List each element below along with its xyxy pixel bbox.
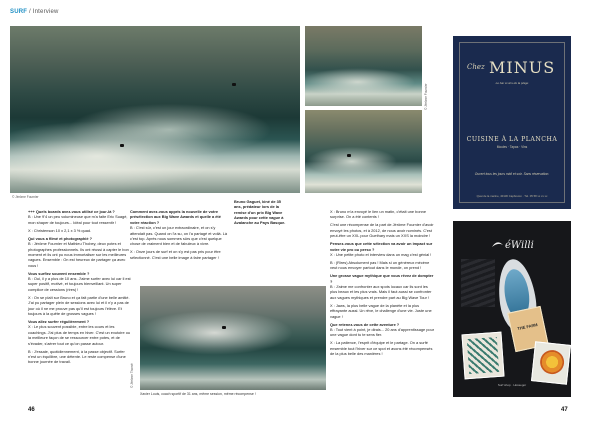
ad-hours: Ouvert tous les jours midi et soir. Sans réservation. (474, 172, 550, 176)
interview-question: Vous surfiez souvent ensemble ? (28, 270, 90, 276)
interview-question: +++ Quels boards avez-vous utilisé ce jour-là ? (28, 209, 115, 214)
interview-paragraph (330, 209, 435, 220)
interview-answer: X : Le plus souvent possible, entre les cours et les coachings. J'ai plus de temps en hiver. C'est un exutoire ou la meilleure façon de se ressourcer entre potes, et de s'évader, s'aérer tout ce qu'on passe autour. (28, 324, 131, 346)
interview-answer: B : Jérôme Fournier et Mathieu Thobey, deux potes et photographes professionnels. Ils ont réussi à capter le bon moment et ils ont pu nous immortaliser sur les meilleures vagues. Ensemble : On est heureux de partager ça avec vous ! (28, 241, 129, 268)
page-number-right: 47 (561, 407, 568, 413)
right-photo-credit: © Jérôme Fournier (424, 83, 428, 110)
interview-answer: B : C'est sûr, c'est un jour extraordinaire, et on s'y attendait pas. Quand on l'a su, on l'a partagé et voilà. Là c'est top. Après nous sommes sûrs que c'est quelque chose de vraiment bien et de fabuleux à vivre. (130, 225, 228, 247)
section-name: SURF (10, 9, 28, 15)
ad-subline: Moules · Tapas · Vins (496, 145, 528, 149)
ad-fabric-swatch (461, 259, 495, 307)
page-number-left: 46 (28, 407, 35, 413)
ad-chez: Chez (467, 63, 485, 71)
surfer-figure (222, 326, 226, 329)
interview-answer: X : Onze jours de surf et on s'y est pas pris pour être sélectionné. C'est une belle image à faire partager ! (130, 249, 221, 260)
interview-answer: B : Une 9'4 un peu volumineuse que m'a faite Eric Suagé, mon shaper de toujours... Idéal pour tout ressentir ! (28, 214, 128, 225)
interview-paragraph (330, 222, 435, 238)
interview-paragraph (130, 209, 230, 247)
interview-paragraph (330, 303, 435, 319)
mid-photo-credit: © Jérôme Thomé (130, 363, 134, 388)
photo-caption-box: Bruno Gaguet, kiné de 35 ans, prédateur lors de la remise d'un prix Big Wave Awards pour cette vague à Avalanche au Pays Basque. (234, 199, 286, 226)
interview-answer: X : Christenson 10 x 2,1 x 3 % quad. (28, 227, 92, 233)
interview-paragraph (28, 209, 131, 225)
ad-headline: CUISINE À LA PLANCHA (466, 136, 558, 143)
interview-paragraph (330, 273, 435, 300)
main-photo-credit: © Jérôme Fournier (12, 195, 39, 199)
interview-answer: X : Une petite photo et interview dans un mag c'est génial ! (330, 251, 432, 257)
interview-paragraph (28, 295, 131, 317)
surfer-figure (347, 154, 351, 157)
mid-wave-photo (140, 286, 326, 390)
interview-question: Que retenez-vous de cette aventure ? (330, 321, 400, 327)
interview-question: Qui vous a filmé et photographié ? (28, 235, 92, 241)
interview-question: Vous allez surfer régulièrement ? (28, 319, 90, 324)
sun-icon (539, 349, 565, 375)
section-tag (10, 9, 59, 15)
surfer-figure (120, 144, 124, 147)
interview-question: Une grosse vague mythique que vous rêvez de dompter ? (330, 273, 434, 284)
interview-answer: B : Oui, il y a plus de 10 ans. J'aime surfer avec lui car il est super positif, motivé, et toujours bienveillant. Un super complice de cessions (rires) ! (28, 276, 131, 292)
interview-paragraph (330, 322, 435, 338)
interview-paragraph (130, 249, 230, 260)
interview-answer: X : On se plaît sur Bruno et ça fait partie d'une belle amitié. J'ai pu partager plein de sessions avec lui et il n'y a pas de jour où il ne me prouve pas qu'il est toujours l'élève. Et toujours à la quête de grosses vagues ! (28, 294, 130, 317)
surfer-figure (232, 83, 236, 86)
ewilli-logo-icon (492, 241, 503, 249)
interview-answer: B : Tout vient à point, je dirais... 20 ans d'apprentissage pour une vague dont tu te sens fier. (330, 326, 435, 338)
interview-paragraph (28, 271, 131, 293)
ad-ewilli-brand: éWilli (505, 240, 534, 251)
ad-tagline: Le bar à vins de la plage (495, 81, 529, 85)
top-right-wave-photo (305, 26, 422, 106)
ad-address: Quai de la marine, 40130 Capbreton · Tél. 05 58 xx xx xx (476, 194, 548, 198)
interview-paragraph (28, 349, 131, 365)
interview-question: Pensez-vous que cette sélection va avoir un impact sur votre vie pro ou perso ? (330, 241, 433, 252)
mid-photo-caption: Xavier Louis, coach sportif de 31 ans, même session, même récompense ! (140, 392, 256, 396)
interview-answer: X : La patience, l'esprit d'équipe et le partage. On a surfé ensemble tout l'hiver sur ce spot et avons été récompensés de la plus belle des manières ! (330, 340, 433, 357)
ad-sticker-farm-text: THE FARM (516, 321, 538, 332)
interview-answer: B : J'aime me confronter aux spots locaux car ils sont les plus beaux et les plus vrais. Mais il faut aussi se confronter aux vagues mythiques et prendre part au Big Wave Tour ! (330, 284, 432, 300)
interview-paragraph (28, 236, 131, 268)
interview-paragraph (28, 319, 131, 346)
interview-answer: C'est une récompense de la part de Jérôme Fournier d'avoir envoyé les photos, et à 2012, de nous avoir nominés. C'est peut-être un XXL pour Guethary mais un XXS la moindre ! (330, 222, 434, 239)
interview-question: Comment avez-vous appris la nouvelle de votre présélection aux Big Wave Awards et quelle a été votre réaction ? (130, 209, 221, 225)
text-column-1 (28, 209, 131, 367)
ad-sticker-sun (531, 341, 571, 385)
interview-answer: B : (Rires) Absolument pas ! Mais si un généreux mécène veut nous envoyer partout dans le monde, on prend ! (330, 259, 430, 271)
ad-brand: MINUS (489, 58, 556, 77)
ad-ewilli-address: Surf shop · Hossegor (497, 383, 527, 387)
text-column-2 (130, 209, 230, 263)
interview-answer: X : Bruno m'a envoyé le lien un matin, c'était une bonne surprise. On a été contents ! (330, 209, 427, 220)
interview-paragraph (28, 228, 131, 233)
interview-paragraph (330, 241, 435, 257)
interview-paragraph (330, 340, 435, 356)
ad-sticker-pattern (461, 332, 504, 380)
section-subname: Interview (32, 9, 59, 15)
ad-ewilli (453, 221, 571, 397)
main-wave-photo (10, 26, 300, 193)
ad-chez-minus (453, 36, 571, 209)
section-separator: / (29, 9, 31, 15)
interview-paragraph (330, 260, 435, 271)
interview-answer: B : J'essaie, quotidiennement, à la passe objectif. Surfer n'est un équilibre, une détente. Le reste compense d'une bonne journée de travail. (28, 348, 126, 365)
interview-answer: X : Jaws, la plus belle vague de la planète et la plus effrayante aussi. Un rêve, le challenge d'une vie. Juste une vague ! (330, 302, 432, 319)
text-column-3 (330, 209, 435, 359)
bottom-right-wave-photo (305, 110, 422, 193)
